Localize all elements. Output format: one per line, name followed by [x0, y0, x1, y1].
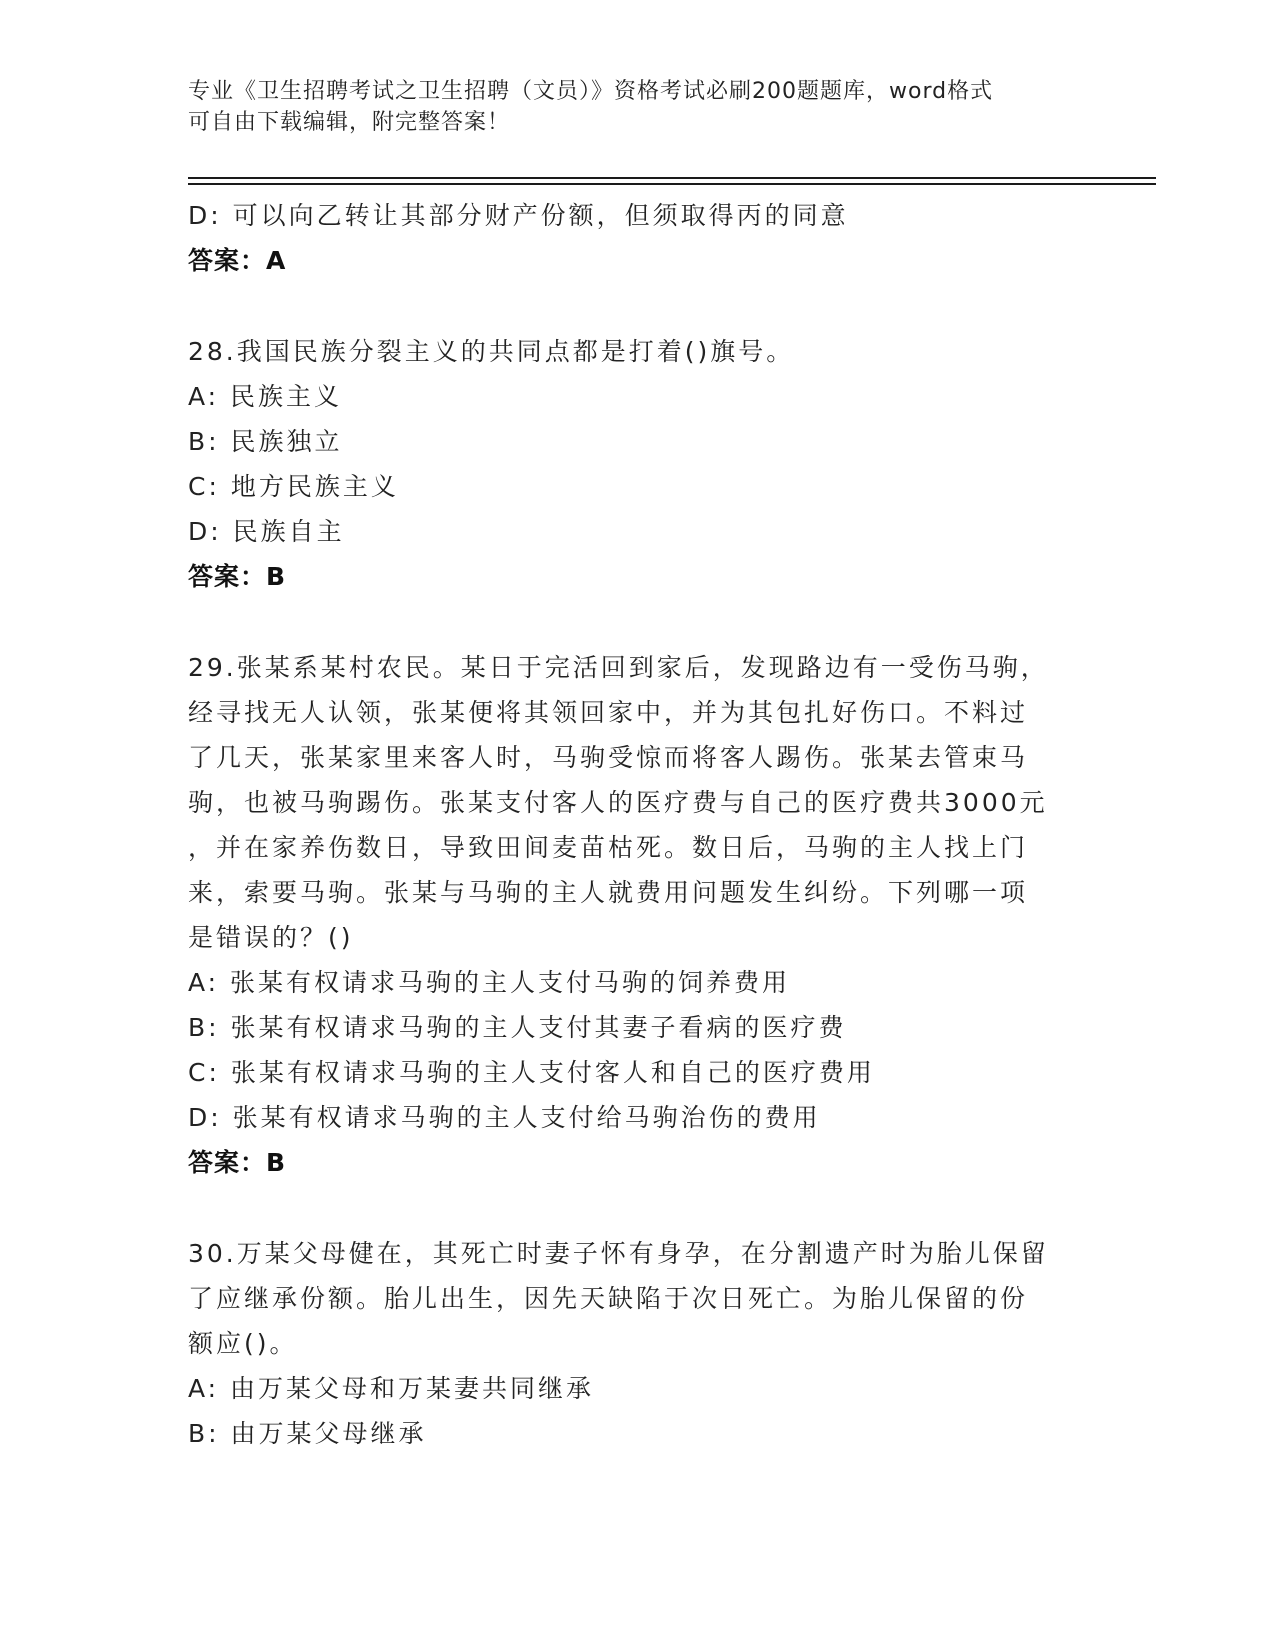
- question-28-option-d: D: 民族自主: [188, 517, 345, 546]
- spacer: [188, 1185, 1088, 1231]
- document-header-line-1: 专业《卫生招聘考试之卫生招聘（文员）》资格考试必刷200题题库，word格式: [188, 79, 994, 104]
- question-29-stem-line: ，并在家养伤数日，导致田间麦苗枯死。数日后，马驹的主人找上门: [188, 833, 1029, 862]
- question-30-option-b: B: 由万某父母继承: [188, 1419, 427, 1448]
- question-29-option-c: C: 张某有权请求马驹的主人支付客人和自己的医疗费用: [188, 1058, 875, 1087]
- question-30-option-a: A: 由万某父母和万某妻共同继承: [188, 1374, 595, 1403]
- question-29: [188, 645, 1088, 1185]
- question-29-answer: 答案：B: [188, 1148, 287, 1177]
- question-28-answer: 答案：B: [188, 562, 287, 591]
- header-divider-top: [188, 177, 1156, 179]
- question-28-option-b: B: 民族独立: [188, 427, 343, 456]
- question-29-stem-line: 了几天，张某家里来客人时，马驹受惊而将客人踢伤。张某去管束马: [188, 743, 1029, 772]
- question-30-stem-line: 额应()。: [188, 1329, 298, 1358]
- question-30-stem-line: 30.万某父母健在，其死亡时妻子怀有身孕，在分割遗产时为胎儿保留: [188, 1239, 1049, 1268]
- question-29-stem-line: 是错误的？(): [188, 923, 354, 952]
- question-28: [188, 329, 1088, 599]
- question-29-option-d: D: 张某有权请求马驹的主人支付给马驹治伤的费用: [188, 1103, 821, 1132]
- question-28-option-a: A: 民族主义: [188, 382, 343, 411]
- question-27-option-d: D: 可以向乙转让其部分财产份额，但须取得丙的同意: [188, 201, 849, 230]
- question-29-stem-line: 29.张某系某村农民。某日于完活回到家后，发现路边有一受伤马驹，: [188, 653, 1049, 682]
- spacer: [188, 283, 1088, 329]
- document-header-line-2: 可自由下载编辑，附完整答案！: [188, 110, 511, 135]
- question-30-stem-line: 了应继承份额。胎儿出生，因先天缺陷于次日死亡。为胎儿保留的份: [188, 1284, 1029, 1313]
- question-29-stem-line: 来，索要马驹。张某与马驹的主人就费用问题发生纠纷。下列哪一项: [188, 878, 1029, 907]
- spacer: [188, 599, 1088, 645]
- question-29-stem-line: 经寻找无人认领，张某便将其领回家中，并为其包扎好伤口。不料过: [188, 698, 1029, 727]
- question-28-option-c: C: 地方民族主义: [188, 472, 399, 501]
- question-27-answer: 答案：A: [188, 246, 287, 275]
- question-29-option-a: A: 张某有权请求马驹的主人支付马驹的饲养费用: [188, 968, 791, 997]
- question-28-stem: 28.我国民族分裂主义的共同点都是打着()旗号。: [188, 337, 795, 366]
- question-29-option-b: B: 张某有权请求马驹的主人支付其妻子看病的医疗费: [188, 1013, 847, 1042]
- header-divider-bottom: [188, 183, 1156, 185]
- question-list: [188, 193, 1088, 1456]
- question-30: [188, 1231, 1088, 1456]
- question-29-stem-line: 驹，也被马驹踢伤。张某支付客人的医疗费与自己的医疗费共3000元: [188, 788, 1048, 817]
